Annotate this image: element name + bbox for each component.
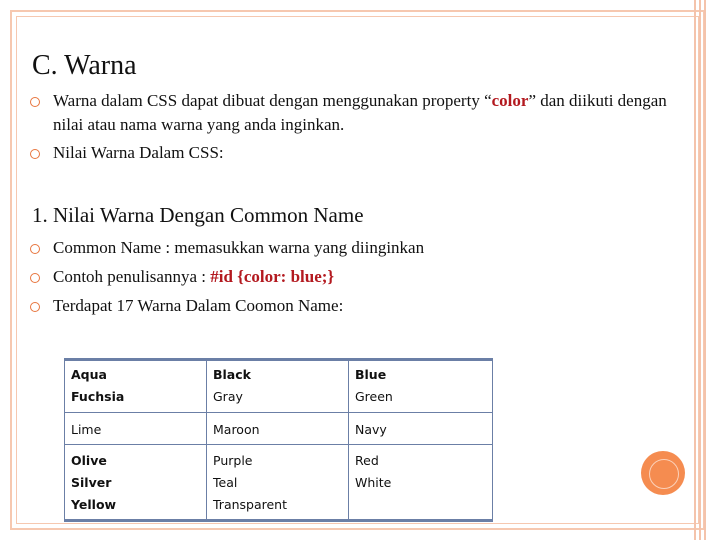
code-example: #id {color: blue;} — [210, 267, 335, 286]
color-name: Transparent — [213, 497, 288, 512]
color-name: Fuchsia — [71, 389, 125, 404]
color-name: Black — [213, 367, 251, 382]
color-name: Maroon — [213, 422, 260, 437]
table-cell — [349, 413, 493, 445]
bullet-text: Terdapat 17 Warna Dalam Coomon Name: — [53, 296, 344, 315]
color-name: White — [355, 475, 392, 490]
bullet-text-prefix: Warna dalam CSS dapat dibuat dengan menggunakan property “ — [53, 91, 492, 110]
circle-bullet-icon — [30, 244, 40, 254]
table-cell — [65, 360, 207, 413]
list-item — [30, 141, 680, 165]
list-item — [30, 265, 680, 289]
orange-circle-icon — [641, 451, 685, 495]
circle-bullet-icon — [30, 273, 40, 283]
table-cell — [207, 360, 349, 413]
table-cell — [65, 445, 207, 521]
section-bullet-list — [30, 236, 680, 323]
color-name: Navy — [355, 422, 387, 437]
color-name: Silver — [71, 475, 112, 490]
color-name-table — [64, 358, 493, 522]
table-cell — [65, 413, 207, 445]
table-row — [65, 360, 493, 413]
bullet-text-suffix: ” dan diikuti dengan nilai atau nama warna yang anda inginkan. — [53, 91, 667, 134]
decorative-stripes — [694, 0, 708, 540]
bullet-text: Common Name : memasukkan warna yang diinginkan — [53, 238, 425, 257]
color-name: Teal — [213, 475, 238, 490]
color-name: Blue — [355, 367, 387, 382]
color-name: Yellow — [71, 497, 117, 512]
color-name: Aqua — [71, 367, 107, 382]
slide-title: C. Warna — [32, 50, 137, 81]
table-row — [65, 445, 493, 521]
circle-bullet-icon — [30, 97, 40, 107]
table-row — [65, 413, 493, 445]
section-heading: 1. Nilai Warna Dengan Common Name — [32, 203, 364, 227]
color-name: Gray — [213, 389, 243, 404]
list-item — [30, 294, 680, 318]
table-cell — [349, 360, 493, 413]
bullet-text: Nilai Warna Dalam CSS: — [53, 143, 224, 162]
bullet-text-prefix: Contoh penulisannya : — [53, 267, 211, 286]
table-cell — [207, 413, 349, 445]
table-cell — [207, 445, 349, 521]
color-name: Red — [355, 453, 379, 468]
color-name: Lime — [71, 422, 102, 437]
color-name: Green — [355, 389, 393, 404]
table-cell — [349, 445, 493, 521]
circle-bullet-icon — [30, 302, 40, 312]
highlight-keyword: color — [491, 91, 529, 110]
color-name: Purple — [213, 453, 253, 468]
color-name: Olive — [71, 453, 107, 468]
intro-bullet-list — [30, 89, 680, 165]
list-item — [30, 89, 680, 137]
list-item — [30, 236, 680, 260]
circle-bullet-icon — [30, 149, 40, 159]
